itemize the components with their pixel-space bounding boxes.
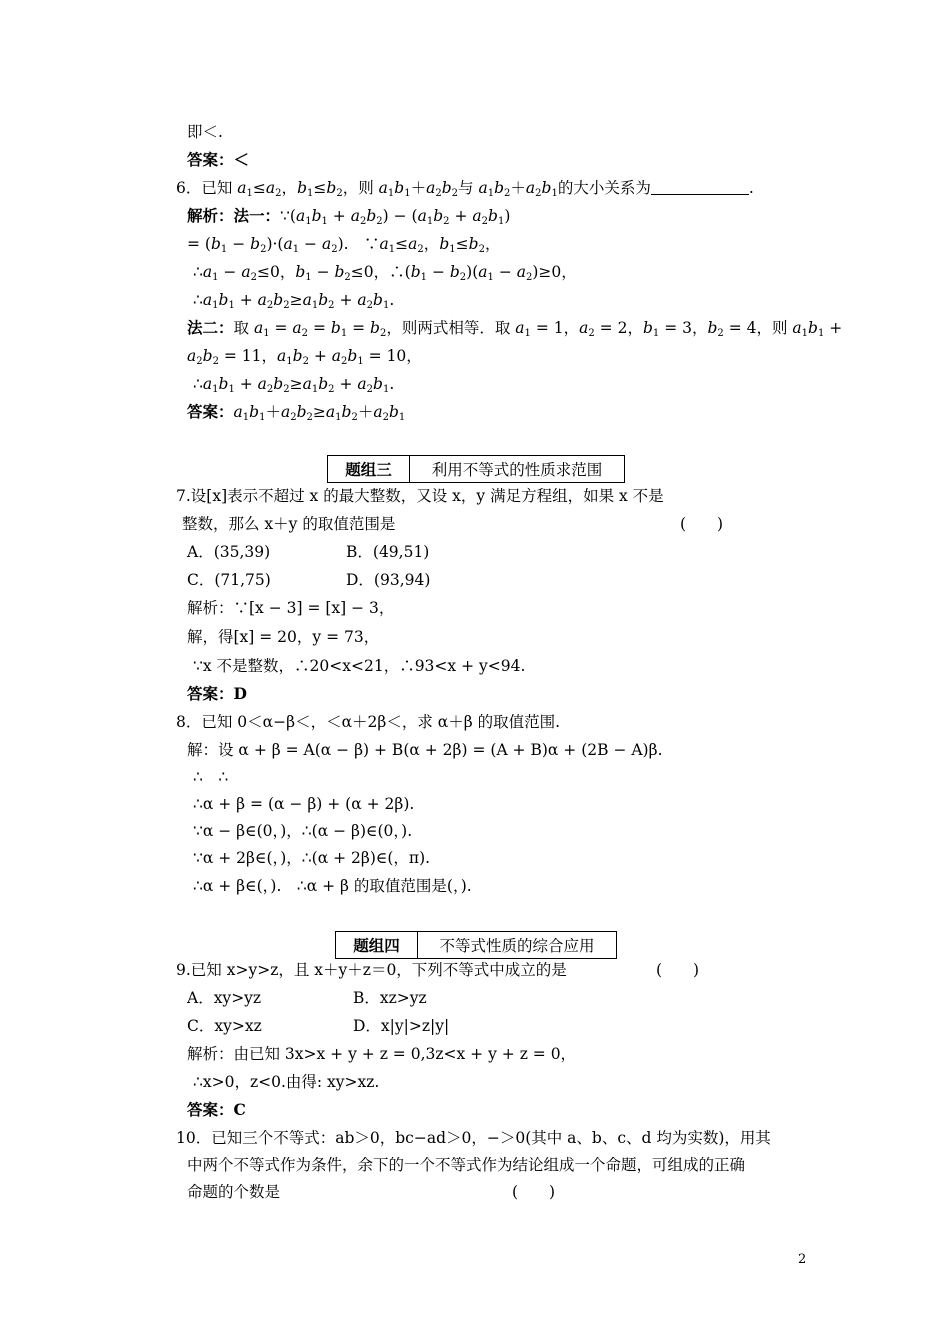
group3-title: 利用不等式的性质求范围 <box>431 461 603 479</box>
q7-answer-paren: ( ) <box>680 515 724 533</box>
question-6: 6．已知 $a_1\le a_2$，$b_1\le b_2$，则 $a_1b_1+a_2b_2$与 $a_1b_2+a_2b_1$的大小关系为 . <box>176 179 754 199</box>
q6-solution-3: $\therefore a_1 - a_2\le 0$，$b_1 - b_2\le 0$，$\therefore(b_1 - b_2)(a_1 - a_2)\ge 0$， <box>193 263 577 283</box>
q7-option-a: A．(35,39) <box>187 543 271 561</box>
q7-solution-1: 解析：∵[x − 3] = [x] − 3， <box>187 599 395 617</box>
answer-blank <box>651 180 749 195</box>
q6-solution-6: $a_2b_2 = 11$，$a_1b_2 + a_2b_1 = 10$， <box>187 347 422 367</box>
answer-7: 答案：D <box>187 684 247 703</box>
question-10-line2: 中两个不等式作为条件，余下的一个不等式作为结论组成一个命题，可组成的正确 <box>187 1156 746 1174</box>
q9-option-a: A．xy>yz <box>187 989 262 1007</box>
q6-solution-4: $\therefore a_1b_1 + a_2b_2\ge a_1b_2 + a_2b_1$. <box>193 291 395 311</box>
q9-solution-1: 解析：由已知 3x>x + y + z = 0,3z<x + y + z = 0， <box>187 1045 577 1063</box>
question-7-line2: 整数，那么 x＋y 的取值范围是 <box>182 515 396 533</box>
q9-answer-paren: ( ) <box>656 961 700 979</box>
group3-header <box>327 455 625 483</box>
q8-solution-6: ∴α + β∈(，). ∴α + β 的取值范围是(，). <box>193 877 472 895</box>
q9-option-c: C．xy>xz <box>187 1017 262 1035</box>
q7-solution-3: ∵x 不是整数，∴20<x<21，∴93<x + y<94. <box>193 657 526 675</box>
group3-label: 题组三 <box>328 456 410 482</box>
q9-option-d: D．x|y|>z|y| <box>353 1017 450 1035</box>
q8-solution-1: 解：设 α + β = A(α − β) + B(α + 2β) = (A + B)α + (2B − A)β. <box>187 741 663 759</box>
group4-title: 不等式性质的综合应用 <box>439 937 595 955</box>
q10-answer-paren: ( ) <box>512 1183 556 1201</box>
answer-6: 答案：$a_1b_1+a_2b_2\ge a_1b_2+a_2b_1$ <box>187 402 406 423</box>
question-10-line1: 10．已知三个不等式：ab＞0，bc−ad＞0，−＞0(其中 a、b、c、d 均为实数)，用其 <box>176 1129 771 1147</box>
q7-option-b: B．(49,51) <box>346 543 430 561</box>
q6-solution-7: $\therefore a_1b_1 + a_2b_2\ge a_1b_2 + a_2b_1$. <box>193 375 395 395</box>
group4-label: 题组四 <box>336 932 418 958</box>
answer-5: 答案：＜ <box>187 150 250 169</box>
q6-solution-2: = $(b_1 - b_2)\cdot(a_1 - a_2)$. $\because a_1\le a_2$，$b_1\le b_2$， <box>187 235 501 255</box>
line-1: 即＜. <box>187 123 223 141</box>
q7-solution-2: 解，得[x] = 20，y = 73， <box>187 628 380 646</box>
q8-solution-2: ∴ ∴ <box>193 768 229 786</box>
q8-solution-4: ∵α − β∈(0，)，∴(α − β)∈(0，). <box>193 822 413 840</box>
q9-solution-2: ∴x>0，z<0.由得: xy>xz. <box>193 1073 380 1091</box>
question-8: 8．已知 0＜α−β＜，＜α＋2β＜，求 α＋β 的取值范围. <box>176 713 561 731</box>
question-9: 9.已知 x>y>z，且 x＋y＋z＝0，下列不等式中成立的是 <box>176 961 567 979</box>
q8-solution-3: ∴α + β = (α − β) + (α + 2β). <box>193 795 415 813</box>
question-7-line1: 7.设[x]表示不超过 x 的最大整数，又设 x，y 满足方程组，如果 x 不是 <box>176 487 664 505</box>
q7-option-c: C．(71,75) <box>187 571 271 589</box>
q6-solution-1: 解析：法一：$\because(a_1b_1 + a_2b_2) - (a_1b_2 + a_2b_1)$ <box>187 206 511 227</box>
answer-9: 答案：C <box>187 1100 246 1119</box>
question-10-line3: 命题的个数是 <box>187 1183 281 1201</box>
q6-solution-5: 法二：取 $a_1 = a_2 = b_1 = b_2$，则两式相等．取 $a_1 = 1$，$a_2 = 2$，$b_1 = 3$，$b_2 = 4$，则 $a_1b_1$ + <box>187 318 843 339</box>
q7-option-d: D．(93,94) <box>346 571 431 589</box>
page-number: 2 <box>798 1252 807 1267</box>
q9-option-b: B．xz>yz <box>353 989 427 1007</box>
group4-header <box>335 931 617 959</box>
q8-solution-5: ∵α + 2β∈(，)，∴(α + 2β)∈(，π). <box>193 849 431 867</box>
